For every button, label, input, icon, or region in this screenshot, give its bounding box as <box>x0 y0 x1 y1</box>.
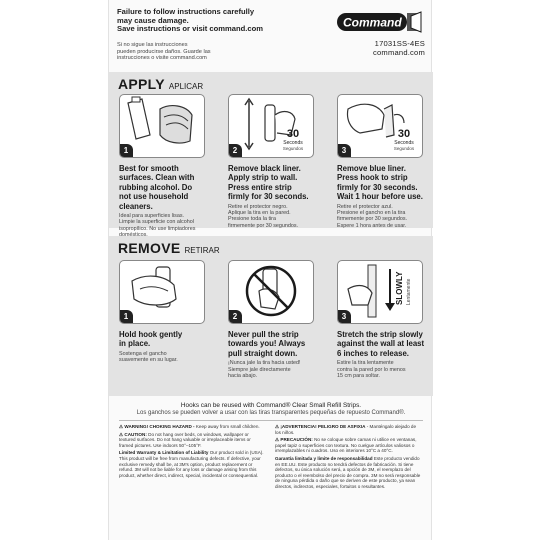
step-number: 3 <box>337 310 351 324</box>
slowly-label-es: Lentamente <box>406 278 412 305</box>
apply-step-3-text-es: Retire el protector azul. Presione el gancho en la tira firmemente por 30 segundos. Espere 1 hora antes de usar. <box>337 203 408 229</box>
header <box>117 8 425 66</box>
apply-step-2-text-es: Retire el protector negro. Aplique la tira en la pared. Presione toda la tira firmemente por 30 segundos. <box>228 203 299 229</box>
timer-label-es: Segundos <box>393 146 415 151</box>
product-code: 17031SS-4ES <box>374 39 425 48</box>
remove-title: REMOVE RETIRAR <box>118 240 220 256</box>
remove-section <box>109 236 433 396</box>
apply-section <box>109 72 433 232</box>
step-number: 1 <box>119 310 133 324</box>
apply-title: APPLY APLICAR <box>118 76 204 92</box>
divider <box>119 420 423 421</box>
step-number: 1 <box>119 144 133 158</box>
fine-print-spanish: ⚠ ¡ADVERTENCIA! PELIGRO DE ASFIXIA - Manténgalo alejado de los niños. ⚠ PRECAUCIÓN: No se coloque sobre camas ni utilice en ventanas, papel tapiz o superficies con textura. No cuelgue artículos valiosos o irremplazables ni cuadros. Uso en interiores 10°C a 40°C. Garantía limitada y límite de responsabilidad Este producto vendido en EE.UU. Este producto no tendrá defectos de fabricación. Si tiene defectos, su única solución será, a opción de 3M, el reemplazo del producto o el reembolso del precio de compra. 3M no será responsable de ninguna pérdida o daño que se deriven de este producto, ya sean directos, indirectos, especiales, fortuitos o resultantes. <box>275 424 421 489</box>
apply-step-3-illustration <box>337 94 423 158</box>
step-number: 2 <box>228 144 242 158</box>
timer-label: Seconds <box>394 140 414 146</box>
remove-step-1-text-es: Sostenga el gancho suavemente en su lugar. <box>119 350 178 364</box>
remove-step-1-text: Hold hook gently in place. Sostenga el gancho suavemente en su lugar. <box>119 330 215 364</box>
remove-step-2-text-es: ¡Nunca jale la tira hacia usted! Siempre jale directamente hacia abajo. <box>228 360 301 380</box>
warning-text-es: Si no sigue las instrucciones pueden producirse daños. Guarde las instrucciones o visite command.com <box>117 42 211 62</box>
timer-number: 30 <box>397 128 411 140</box>
remove-step-2-illustration <box>228 260 314 324</box>
apply-step-1-text-es: Ideal para superficies lisas. Limpie la superficie con alcohol isopropílico. No use limpiadores <box>119 213 196 232</box>
remove-step-2-text: Never pull the strip towards you! Always pull straight down. ¡Nunca jale la tira hacia usted! Siempre jale directamente hacia abajo. <box>228 330 324 379</box>
fine-print-english: ⚠ WARNING! CHOKING HAZARD - Keep away from small children. ⚠ CAUTION: Do not hang over beds, on windows, wallpaper or textured surfaces. Do not hang valuable or irreplaceable items or framed pictures. Use indoors 50°–105°F. Limited Warranty & Limitation of Liability Our product sold in (USA). This product will be free from manufacturing defects. If defective, your exclusive remedy shall be, at 3M's option, product replacement or refund. 3M will not be liable for any loss or damage arising from this product, whether direct, indirect, special, incidental or consequential. <box>119 424 264 478</box>
apply-step-1-text: Best for smooth surfaces. Clean with rubbing alcohol. Do not use household cleaners. Ideal para superficies lisas. Limpie la superficie con alcohol isopropílico. No use limpiadores <box>119 164 215 239</box>
warning-text: Failure to follow instructions carefully may cause damage. Save instructions or visit command.com <box>117 7 264 34</box>
command-logo <box>333 10 425 34</box>
remove-step-3-illustration <box>337 260 423 324</box>
apply-step-2-illustration <box>228 94 314 158</box>
remove-step-3-text-es: Estire la tira lentamente contra la pared por lo menos 15 cm para soltar. <box>337 360 406 380</box>
apply-step-2-text: Remove black liner. Apply strip to wall. Press entire strip firmly for 30 seconds. Retire el protector negro. Aplique la tira en la pared. Presione toda la tira firmemente por 30 segundos. <box>228 164 324 229</box>
product-info <box>373 40 425 57</box>
step-number: 2 <box>228 310 242 324</box>
website: command.com <box>373 47 425 57</box>
remove-step-3-text: Stretch the strip slowly against the wall at least 6 inches to release. Estire la tira lentamente contra la pared por lo menos 15 cm para soltar. <box>337 330 433 379</box>
brand-name: Command <box>343 15 402 30</box>
apply-step-1-illustration <box>119 94 205 158</box>
step-number: 3 <box>337 144 351 158</box>
instruction-card <box>108 0 432 540</box>
reuse-note: Hooks can be reused with Command® Clear Small Refill Strips. Los ganchos se pueden volver a usar con las tiras transparentes pequeñas de repuesto Command®. <box>136 402 406 416</box>
apply-step-3-text: Remove blue liner. Press hook to strip firmly for 30 seconds. Wait 1 hour before use. Retire el protector azul. Presione el gancho en la tira firmemente por 30 segundos. Espere 1 hora antes de usar. <box>337 164 433 229</box>
slowly-label: SLOWLY <box>395 271 404 305</box>
timer-label: Seconds <box>283 140 303 146</box>
timer-label-es: Segundos <box>282 146 304 151</box>
remove-step-1-illustration <box>119 260 205 324</box>
timer-number: 30 <box>286 128 300 140</box>
